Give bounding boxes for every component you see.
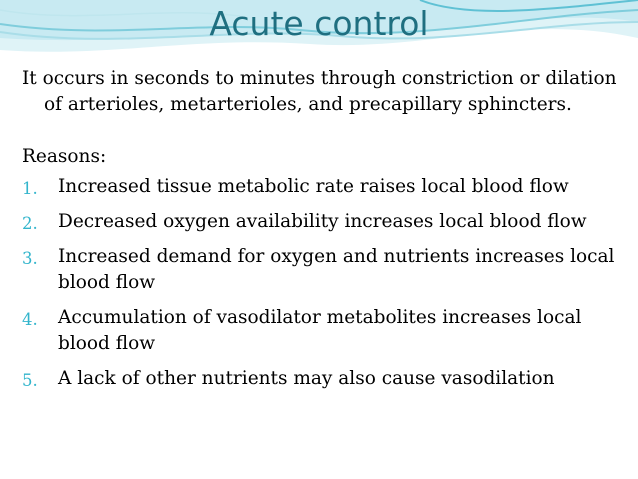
list-item [22, 305, 622, 357]
list-item [22, 244, 622, 296]
list-item-number: 3. [22, 249, 38, 268]
list-item-number: 4. [22, 310, 38, 329]
list-item [22, 209, 622, 235]
list-item-text: Increased demand for oxygen and nutrients increases local blood flow [58, 246, 615, 293]
list-item [22, 174, 622, 200]
list-item-text: Decreased oxygen availability increases local blood flow [58, 211, 587, 232]
list-item-text: Accumulation of vasodilator metabolites increases local blood flow [58, 307, 582, 354]
slide-title: Acute control [209, 4, 429, 43]
list-item-number: 5. [22, 371, 38, 390]
reasons-list [22, 174, 622, 392]
list-item-number: 2. [22, 214, 38, 233]
list-item-text: Increased tissue metabolic rate raises local blood flow [58, 176, 569, 197]
reasons-label: Reasons: [22, 146, 107, 167]
intro-paragraph: It occurs in seconds to minutes through constriction or dilation of arterioles, metarterioles, and precapillary sphincters. [22, 68, 617, 115]
list-item [22, 366, 622, 392]
slide-body [22, 66, 622, 401]
list-item-number: 1. [22, 179, 38, 198]
list-item-text: A lack of other nutrients may also cause vasodilation [58, 368, 555, 389]
